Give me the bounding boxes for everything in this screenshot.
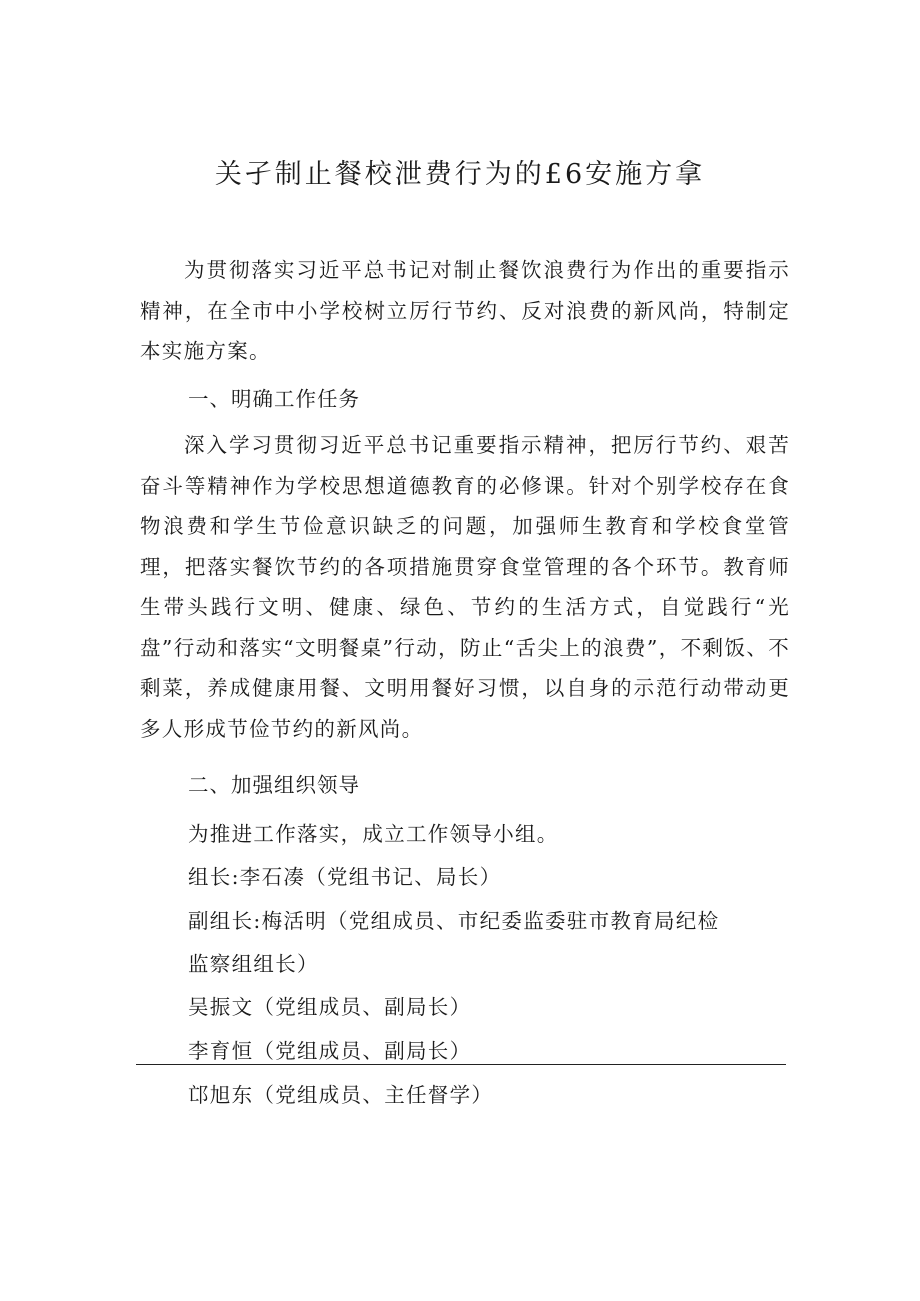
member-line: 邙旭东（党组成员、主任督学）: [188, 1083, 494, 1107]
deputy-leader-line-cont: 监察组组长）: [188, 952, 319, 976]
member-line: 吴振文（党组成员、副局长）: [188, 995, 472, 1019]
document-title: 关孑制止餐校泄费行为的£6安施方拿: [214, 159, 706, 190]
intro-paragraph: 为贯彻落实习近平总书记对制止餐饮浪费行为作出的重要指示精神，在全市中小学校树立厉行节约、反对浪费的新风尚，特制定本实施方案。: [140, 258, 790, 363]
section-heading-leadership: 二、加强组织领导: [188, 773, 360, 797]
leadership-setup-text: 为推进工作落实，成立工作领导小组。: [188, 822, 559, 846]
tasks-paragraph: 深入学习贯彻习近平总书记重要指示精神，把厉行节约、艰苦奋斗等精神作为学校思想道德教育的必修课。针对个别学校存在食物浪费和学生节俭意识缺乏的问题，加强师生教育和学校食堂管理，把落实餐饮节约的各项措施贯穿食堂管理的各个环节。教育师生带头践行文明、健康、绿色、节约的生活方式，自觉践行“光盘”行动和落实“文明餐桌”行动，防止“舌尖上的浪费”，不剩饭、不剩菜，养成健康用餐、文明用餐好习惯，以自身的示范行动带动更多人形成节俭节约的新风尚。: [140, 433, 790, 741]
member-line: 李育恒（党组成员、副局长）: [188, 1039, 472, 1063]
deputy-leader-line: 副组长:梅活明（党组成员、市纪委监委驻市教育局纪检: [188, 909, 720, 933]
horizontal-divider: [136, 1064, 786, 1065]
group-leader-line: 组长:李石凑（党组书记、局长）: [188, 865, 502, 889]
section-heading-tasks: 一、明确工作任务: [188, 387, 360, 411]
